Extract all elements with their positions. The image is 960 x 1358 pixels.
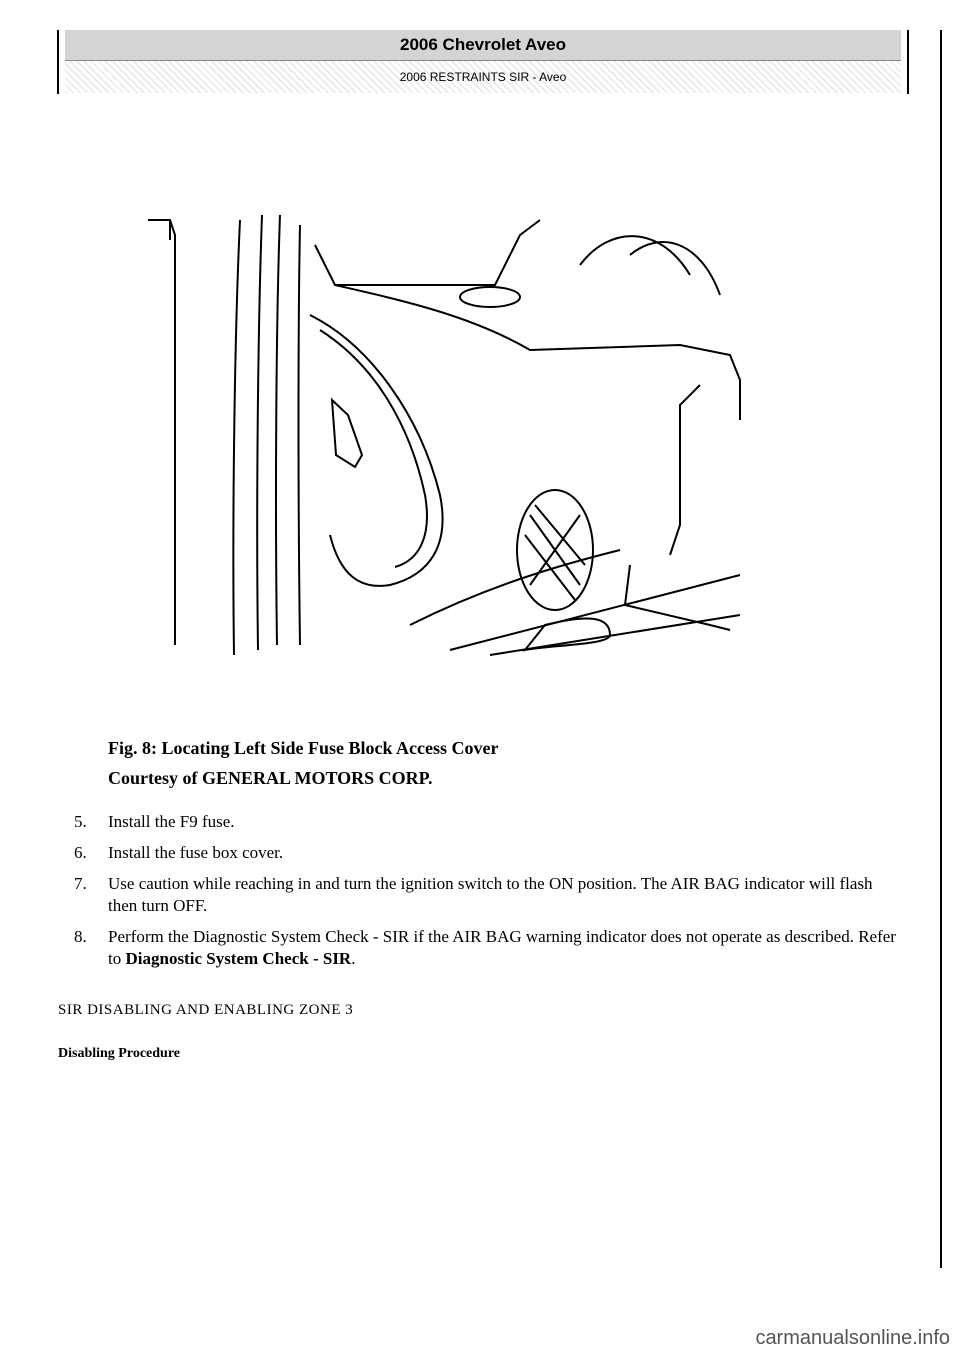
door-edge [233,220,240,655]
header-subtitle: 2006 RESTRAINTS SIR - Aveo [65,61,901,93]
vent-grille [525,505,585,600]
step-item [74,811,904,833]
right-margin-rule [940,30,942,1268]
panel-top [315,220,540,285]
step-number: 6. [74,843,87,862]
lower-corner [625,565,730,630]
door-edge-inner [257,215,262,650]
fuse-block-illustration [140,205,760,660]
diagnostic-system-check-link[interactable]: Diagnostic System Check - SIR [125,949,352,968]
step-item [74,873,904,917]
step-text [108,926,904,970]
caption-title: Fig. 8: Locating Left Side Fuse Block Access Cover [108,738,499,758]
access-cover-outer [310,315,443,586]
footer-watermark: carmanualsonline.info [755,1327,950,1349]
caption-credit: Courtesy of GENERAL MOTORS CORP. [108,768,433,788]
vent-bezel [525,618,610,650]
step-text: Install the fuse box cover. [108,843,284,862]
step-text: Install the F9 fuse. [108,812,235,831]
door-edge-inner-3 [299,225,301,645]
step-item [74,926,904,970]
figure-caption [108,733,498,793]
step-number: 5. [74,812,87,831]
instrument-arc-2 [630,242,720,295]
pillar-outline [148,220,175,645]
step-item [74,842,904,864]
floor-line [490,615,740,655]
handle-recess [332,400,362,467]
subsection-heading: Disabling Procedure [58,1046,180,1061]
procedure-steps [74,811,904,979]
page-header [57,30,909,94]
step-number: 7. [74,874,87,893]
step-number: 8. [74,927,87,946]
instrument-arc [580,236,690,275]
section-heading: SIR DISABLING AND ENABLING ZONE 3 [58,1002,354,1018]
step-text-body: Perform the Diagnostic System Check - SIR if the AIR BAG warning indicator does not operate as described. Refer to [108,927,896,968]
step-text-end: . [351,949,356,968]
steering-column [670,385,700,555]
step-text: Use caution while reaching in and turn the ignition switch to the ON position. The AIR BAG indicator will flash then turn OFF. [108,874,873,915]
dash-oval-vent [460,287,520,307]
dash-top [335,285,740,420]
header-title: 2006 Chevrolet Aveo [65,30,901,61]
door-edge-inner-2 [276,215,280,645]
